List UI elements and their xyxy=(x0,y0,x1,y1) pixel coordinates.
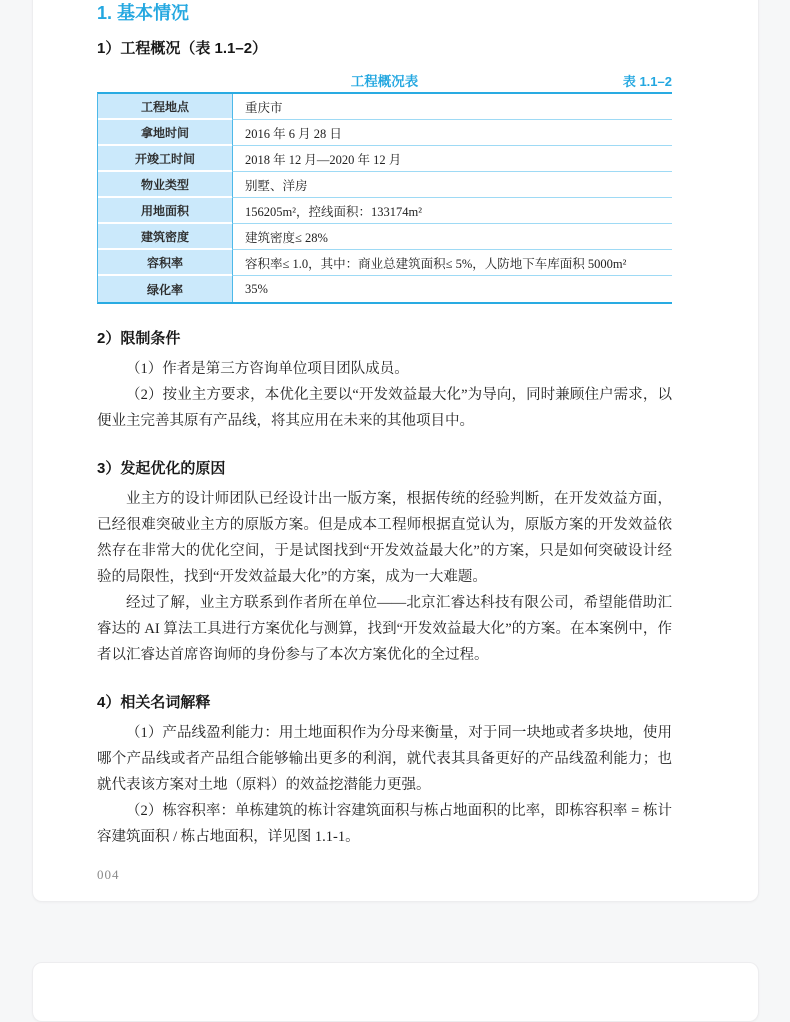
paragraph: （2）栋容积率：单栋建筑的栋计容建筑面积与栋占地面积的比率，即栋容积率 = 栋计容建筑面积 / 栋占地面积，详见图 1.1-1。 xyxy=(97,803,672,845)
row-key: 用地面积 xyxy=(98,198,232,224)
row-value: 2016 年 6 月 28 日 xyxy=(232,120,672,146)
table-row xyxy=(98,198,672,224)
section-heading-2: 2）限制条件 xyxy=(97,330,181,347)
page-content xyxy=(33,0,758,883)
table-row xyxy=(98,120,672,146)
row-value: 容积率≤ 1.0，其中：商业总建筑面积≤ 5%，人防地下车库面积 5000m² xyxy=(232,250,672,276)
table-caption: 工程概况表 xyxy=(350,74,419,89)
row-key: 开竣工时间 xyxy=(98,146,232,172)
row-key: 容积率 xyxy=(98,250,232,276)
table-row xyxy=(98,94,672,120)
row-value: 2018 年 12 月—2020 年 12 月 xyxy=(232,146,672,172)
paragraph: 业主方的设计师团队已经设计出一版方案，根据传统的经验判断，在开发效益方面，已经很难突破业主方的原版方案。但是成本工程师根据直觉认为，原版方案的开发效益依然存在非常大的优化空间，于是试图找到“开发效益最大化”的方案，只是如何突破设计经验的局限性，找到“开发效益最大化”的方案，成为一大难题。 xyxy=(97,491,672,585)
table-row xyxy=(98,276,672,302)
project-overview-table xyxy=(97,92,672,304)
row-value: 156205m²，控线面积：133174m² xyxy=(232,198,672,224)
row-key: 建筑密度 xyxy=(98,224,232,250)
table-row xyxy=(98,146,672,172)
doc-title: 1. 基本情况 xyxy=(97,3,190,23)
table-row xyxy=(98,224,672,250)
table-ref-label: 表 1.1–2 xyxy=(622,74,672,89)
section-heading-1: 1）工程概况（表 1.1–2） xyxy=(97,40,268,57)
paragraph: （2）按业主方要求，本优化主要以“开发效益最大化”为导向，同时兼顾住户需求，以便业主完善其原有产品线，将其应用在未来的其他项目中。 xyxy=(97,387,672,429)
row-key: 工程地点 xyxy=(98,94,232,120)
paragraph: （1）产品线盈利能力：用土地面积作为分母来衡量，对于同一块地或者多块地，使用哪个产品线或者产品组合能够输出更多的利润，就代表其具备更好的产品线盈利能力；也就代表该方案对土地（原料）的效益挖潜能力更强。 xyxy=(97,725,672,793)
page-card xyxy=(32,0,759,902)
page-number: 004 xyxy=(97,867,120,882)
row-key: 绿化率 xyxy=(98,276,232,302)
paragraph: （1）作者是第三方咨询单位项目团队成员。 xyxy=(126,361,409,377)
paragraph: 经过了解，业主方联系到作者所在单位——北京汇睿达科技有限公司，希望能借助汇睿达的 AI 算法工具进行方案优化与测算，找到“开发效益最大化”的方案。在本案例中，作者以汇睿达首席咨询师的身份参与了本次方案优化的全过程。 xyxy=(97,595,672,663)
row-value: 别墅、洋房 xyxy=(232,172,672,198)
table-row xyxy=(98,172,672,198)
row-value: 重庆市 xyxy=(232,94,672,120)
row-value: 35% xyxy=(232,276,672,302)
row-key: 物业类型 xyxy=(98,172,232,198)
table-caption-row xyxy=(97,73,672,90)
section-heading-4: 4）相关名词解释 xyxy=(97,694,211,711)
row-value: 建筑密度≤ 28% xyxy=(232,224,672,250)
next-page-card xyxy=(32,962,759,1022)
row-key: 拿地时间 xyxy=(98,120,232,146)
section-heading-3: 3）发起优化的原因 xyxy=(97,460,226,477)
table-row xyxy=(98,250,672,276)
